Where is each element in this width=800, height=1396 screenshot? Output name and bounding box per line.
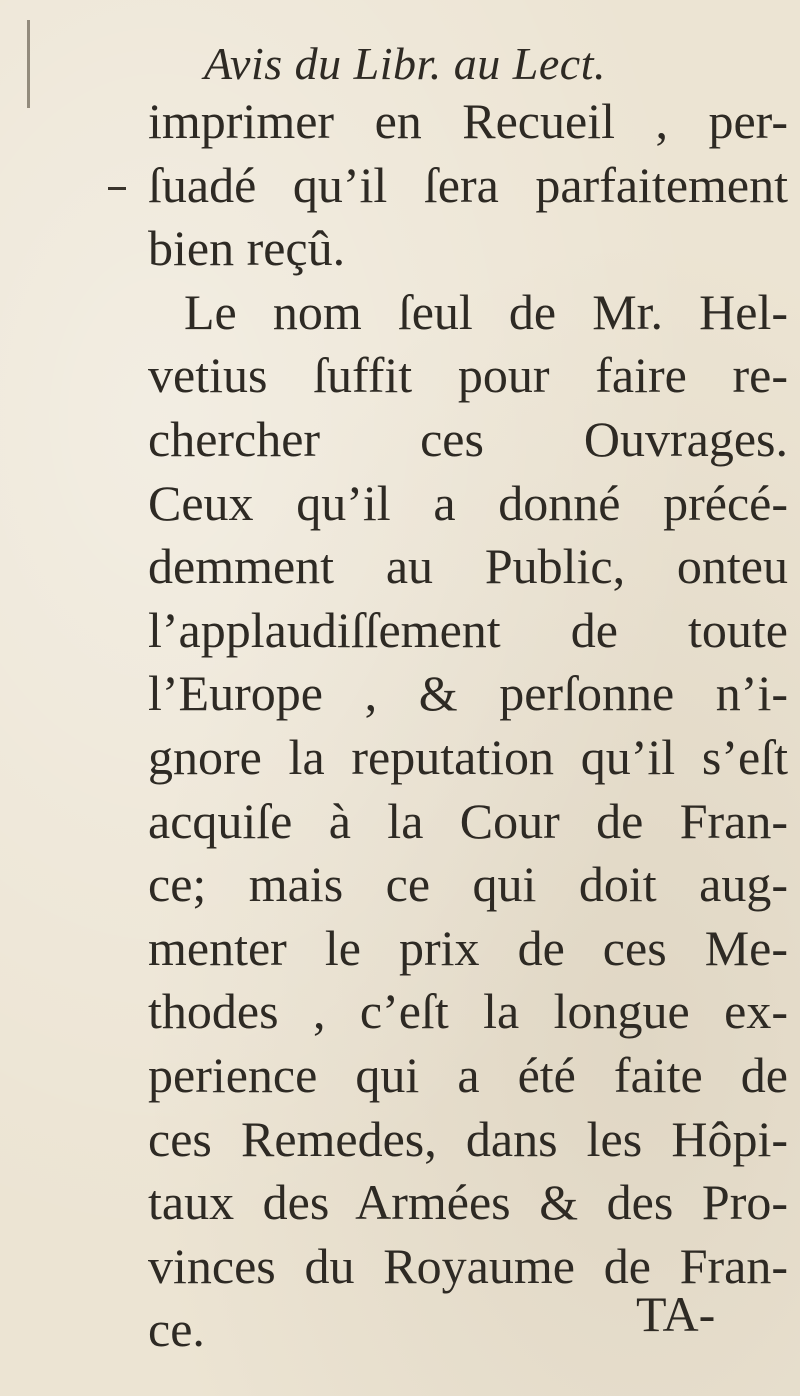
margin-dash-mark <box>108 187 126 190</box>
text-line: l’Europe , & perſonne n’i- <box>148 665 788 722</box>
text-line: bien reçû. <box>148 220 346 277</box>
text-line: ce; mais ce qui doit aug- <box>148 856 788 913</box>
text-line: Le nom ſeul de Mr. Hel- <box>184 283 788 340</box>
running-head: Avis du Libr. au Lect. <box>203 38 607 89</box>
body-text <box>148 90 788 1362</box>
text-line: vinces du Royaume de Fran- <box>148 1237 788 1294</box>
text-line: ce. <box>148 1301 205 1358</box>
text-line: ſuadé qu’il ſera parfaitement <box>148 156 788 213</box>
text-line: Ceux qu’il a donné précé- <box>148 474 788 531</box>
text-line: imprimer en Recueil , per- <box>148 93 788 149</box>
text-line: gnore la reputation qu’il s’eſt <box>148 728 788 785</box>
catchword: TA- <box>636 1286 716 1342</box>
text-line: ces Remedes, dans les Hôpi- <box>148 1110 788 1167</box>
text-line: taux des Armées & des Pro- <box>148 1174 788 1231</box>
text-line: chercher ces Ouvrages. <box>148 410 788 467</box>
text-line: demment au Public, onteu <box>148 538 788 595</box>
text-line: menter le prix de ces Me- <box>148 919 788 976</box>
text-line: perience qui a été faite de <box>148 1046 788 1103</box>
text-line: thodes , c’eſt la longue ex- <box>148 983 788 1040</box>
text-line: l’applaudiſſement de toute <box>148 601 788 658</box>
text-line: vetius ſuffit pour faire re- <box>148 347 788 404</box>
text-line: acquiſe à la Cour de Fran- <box>148 792 788 849</box>
